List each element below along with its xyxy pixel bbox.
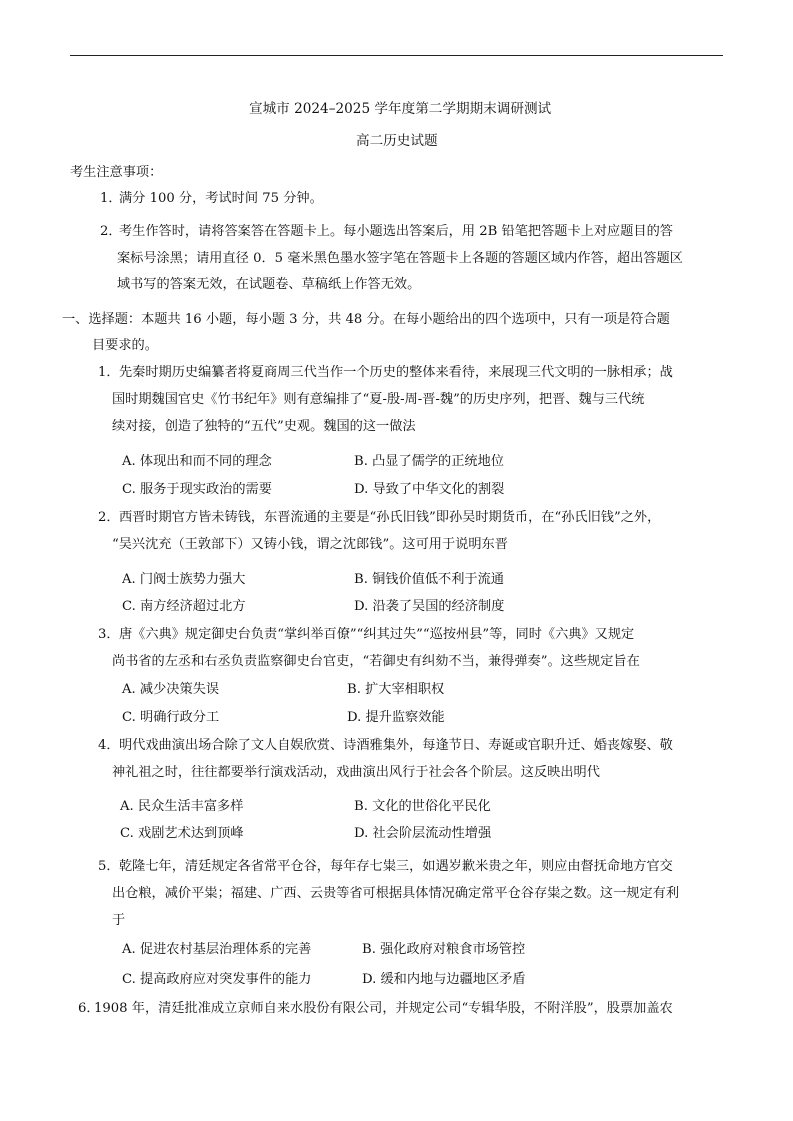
question-stem: 西晋时期官方皆未铸钱，东晋流通的主要是“孙氏旧钱”即孙吴时期货币，在“孙氏旧钱”之外， [119,510,661,525]
notice-heading: 考生注意事项： [70,165,163,180]
question-option: B. 凸显了儒学的正统地位 [354,454,504,469]
question-option: A. 体现出和而不同的理念 [122,454,272,469]
question-number: 6． [78,1001,100,1016]
question-number: 2． [98,510,120,525]
question-number: 4． [98,738,120,753]
question-stem: “吴兴沈充（王敦部下）又铸小钱，谓之沈郎钱”。这可用于说明东晋 [112,537,508,552]
notice-item-text: 考生作答时，请将答案答在答题卡上。每小题选出答案后，用 2B 铅笔把答题卡上对应题目的答 [119,224,673,239]
question-option: D. 提升监察效能 [347,710,445,725]
question-option: B. 文化的世俗化平民化 [354,799,491,814]
notice-item-text: 域书写的答案无效，在试题卷、草稿纸上作答无效。 [117,277,421,292]
section-heading: 一、选择题：本题共 16 小题，每小题 3 分，共 48 分。在每小题给出的四个选项中，只有一项是符合题 [62,312,670,327]
question-option: B. 铜钱价值低不利于流通 [354,572,504,587]
question-option: A. 门阀士族势力强大 [122,572,246,587]
question-stem: 神礼祖之时，往往都要举行演戏活动，戏曲演出风行于社会各个阶层。这反映出明代 [112,765,600,780]
question-number: 3． [98,627,120,642]
question-stem: 尚书省的左丞和右丞负责监察御史台官吏，“若御史有纠劾不当，兼得弹奏”。这些规定旨在 [112,654,640,669]
question-option: C. 提高政府应对突发事件的能力 [122,972,312,987]
header-rule [70,55,723,56]
question-option: B. 扩大宰相职权 [347,682,445,697]
question-stem: 明代戏曲演出场合除了文人自娱欣赏、诗酒雅集外，每逢节日、寿诞或官职升迁、婚丧嫁娶、敬 [119,738,673,753]
question-option: A. 减少决策失误 [122,682,220,697]
question-option: C. 戏剧艺术达到顶峰 [120,826,244,841]
exam-title: 宣城市 2024–2025 学年度第二学期期末调研测试 [249,101,552,117]
question-option: D. 缓和内地与边疆地区矛盾 [362,972,526,987]
exam-subtitle: 高二历史试题 [356,133,438,149]
question-stem: 1908 年，清廷批准成立京师自来水股份有限公司，并规定公司“专辑华股，不附洋股”，股票加盖农 [94,1001,673,1016]
question-option: D. 沿袭了吴国的经济制度 [354,599,505,614]
question-option: D. 导致了中华文化的割裂 [354,482,505,497]
question-option: B. 强化政府对粮食市场管控 [362,942,526,957]
question-number: 1． [98,365,120,380]
question-stem: 于 [112,913,126,928]
question-option: A. 民众生活丰富多样 [120,799,244,814]
question-stem: 出仓粮，减价平粜；福建、广西、云贵等省可根据具体情况确定常平仓谷存粜之数。这一规定有利 [112,886,680,901]
question-stem: 先秦时期历史编纂者将夏商周三代当作一个历史的整体来看待，来展现三代文明的一脉相承；战 [119,365,673,380]
question-stem: 乾隆七年，清廷规定各省常平仓谷，每年存七粜三，如遇岁歉米贵之年，则应由督抚命地方官交 [119,859,673,874]
question-option: C. 南方经济超过北方 [122,599,246,614]
notice-item-text: 案标号涂黑；请用直径 0．5 毫米黑色墨水签字笔在答题卡上各题的答题区域内作答，超出答题区 [117,251,683,266]
question-option: C. 明确行政分工 [122,710,220,725]
question-stem: 国时期魏国官史《竹书纪年》则有意编排了“夏-殷-周-晋-魏”的历史序列，把晋、魏与三代统 [112,392,645,407]
notice-item-number: 2． [100,224,122,239]
question-stem: 唐《六典》规定御史台负责“掌纠举百僚”“纠其过失”“巡按州县”等，同时《六典》又规定 [119,627,635,642]
question-option: D. 社会阶层流动性增强 [354,826,492,841]
section-heading: 目要求的。 [92,338,158,353]
question-option: C. 服务于现实政治的需要 [122,482,272,497]
question-option: A. 促进农村基层治理体系的完善 [122,942,312,957]
notice-item-text: 满分 100 分，考试时间 75 分钟。 [119,191,323,206]
question-stem: 续对接，创造了独特的“五代”史观。魏国的这一做法 [112,419,416,434]
notice-item-number: 1． [100,191,122,206]
question-number: 5． [98,859,120,874]
